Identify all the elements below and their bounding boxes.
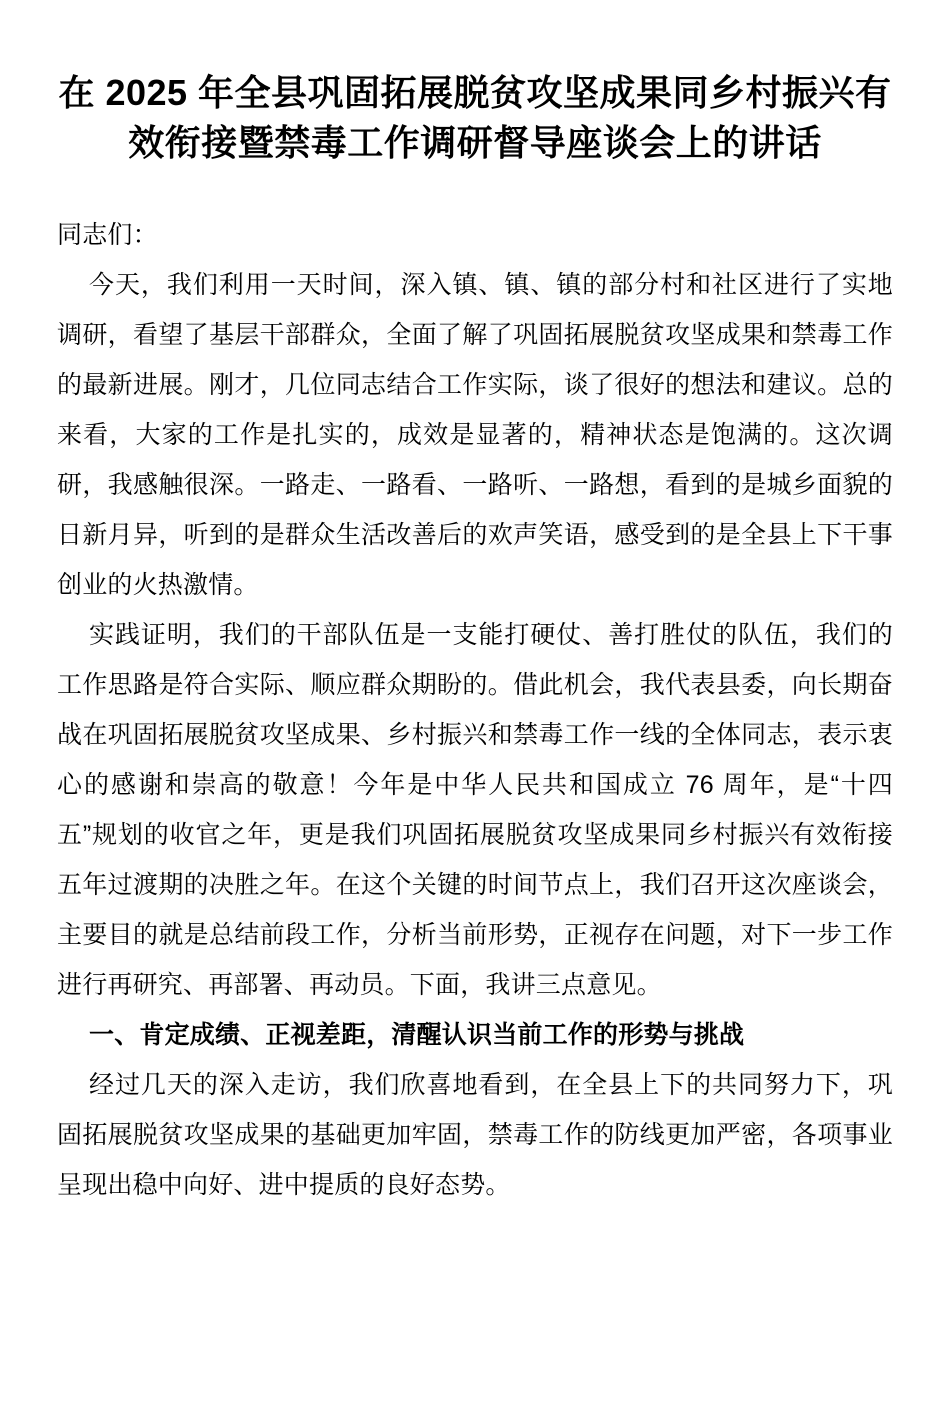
salutation: 同志们： [57, 221, 158, 249]
document-page [0, 68, 950, 1412]
document-body [57, 210, 893, 1210]
paragraph: 经过几天的深入走访，我们欣喜地看到，在全县上下的共同努力下，巩固拓展脱贫攻坚成果的基础更加牢固，禁毒工作的防线更加严密，各项事业呈现出稳中向好、进中提质的良好态势。 [57, 1071, 893, 1199]
paragraph: 实践证明，我们的干部队伍是一支能打硬仗、善打胜仗的队伍，我们的工作思路是符合实际、顺应群众期盼的。借此机会，我代表县委，向长期奋战在巩固拓展脱贫攻坚成果、乡村振兴和禁毒工作一线的全体同志，表示衷心的感谢和崇高的敬意！今年是中华人民共和国成立 76 周年，是“十四五”规划的收官之年，更是我们巩固拓展脱贫攻坚成果同乡村振兴有效衔接五年过渡期的决胜之年。在这个关键的时间节点上，我们召开这次座谈会，主要目的就是总结前段工作，分析当前形势，正视存在问题，对下一步工作进行再研究、再部署、再动员。下面，我讲三点意见。 [57, 621, 893, 999]
document-title: 在 2025 年全县巩固拓展脱贫攻坚成果同乡村振兴有效衔接暨禁毒工作调研督导座谈会上的讲话 [58, 72, 892, 163]
paragraph: 今天，我们利用一天时间，深入镇、镇、镇的部分村和社区进行了实地调研，看望了基层干部群众，全面了解了巩固拓展脱贫攻坚成果和禁毒工作的最新进展。刚才，几位同志结合工作实际，谈了很好的想法和建议。总的来看，大家的工作是扎实的，成效是显著的，精神状态是饱满的。这次调研，我感触很深。一路走、一路看、一路听、一路想，看到的是城乡面貌的日新月异，听到的是群众生活改善后的欢声笑语，感受到的是全县上下干事创业的火热激情。 [57, 271, 893, 599]
section-heading: 一、肯定成绩、正视差距，清醒认识当前工作的形势与挑战 [89, 1021, 745, 1049]
